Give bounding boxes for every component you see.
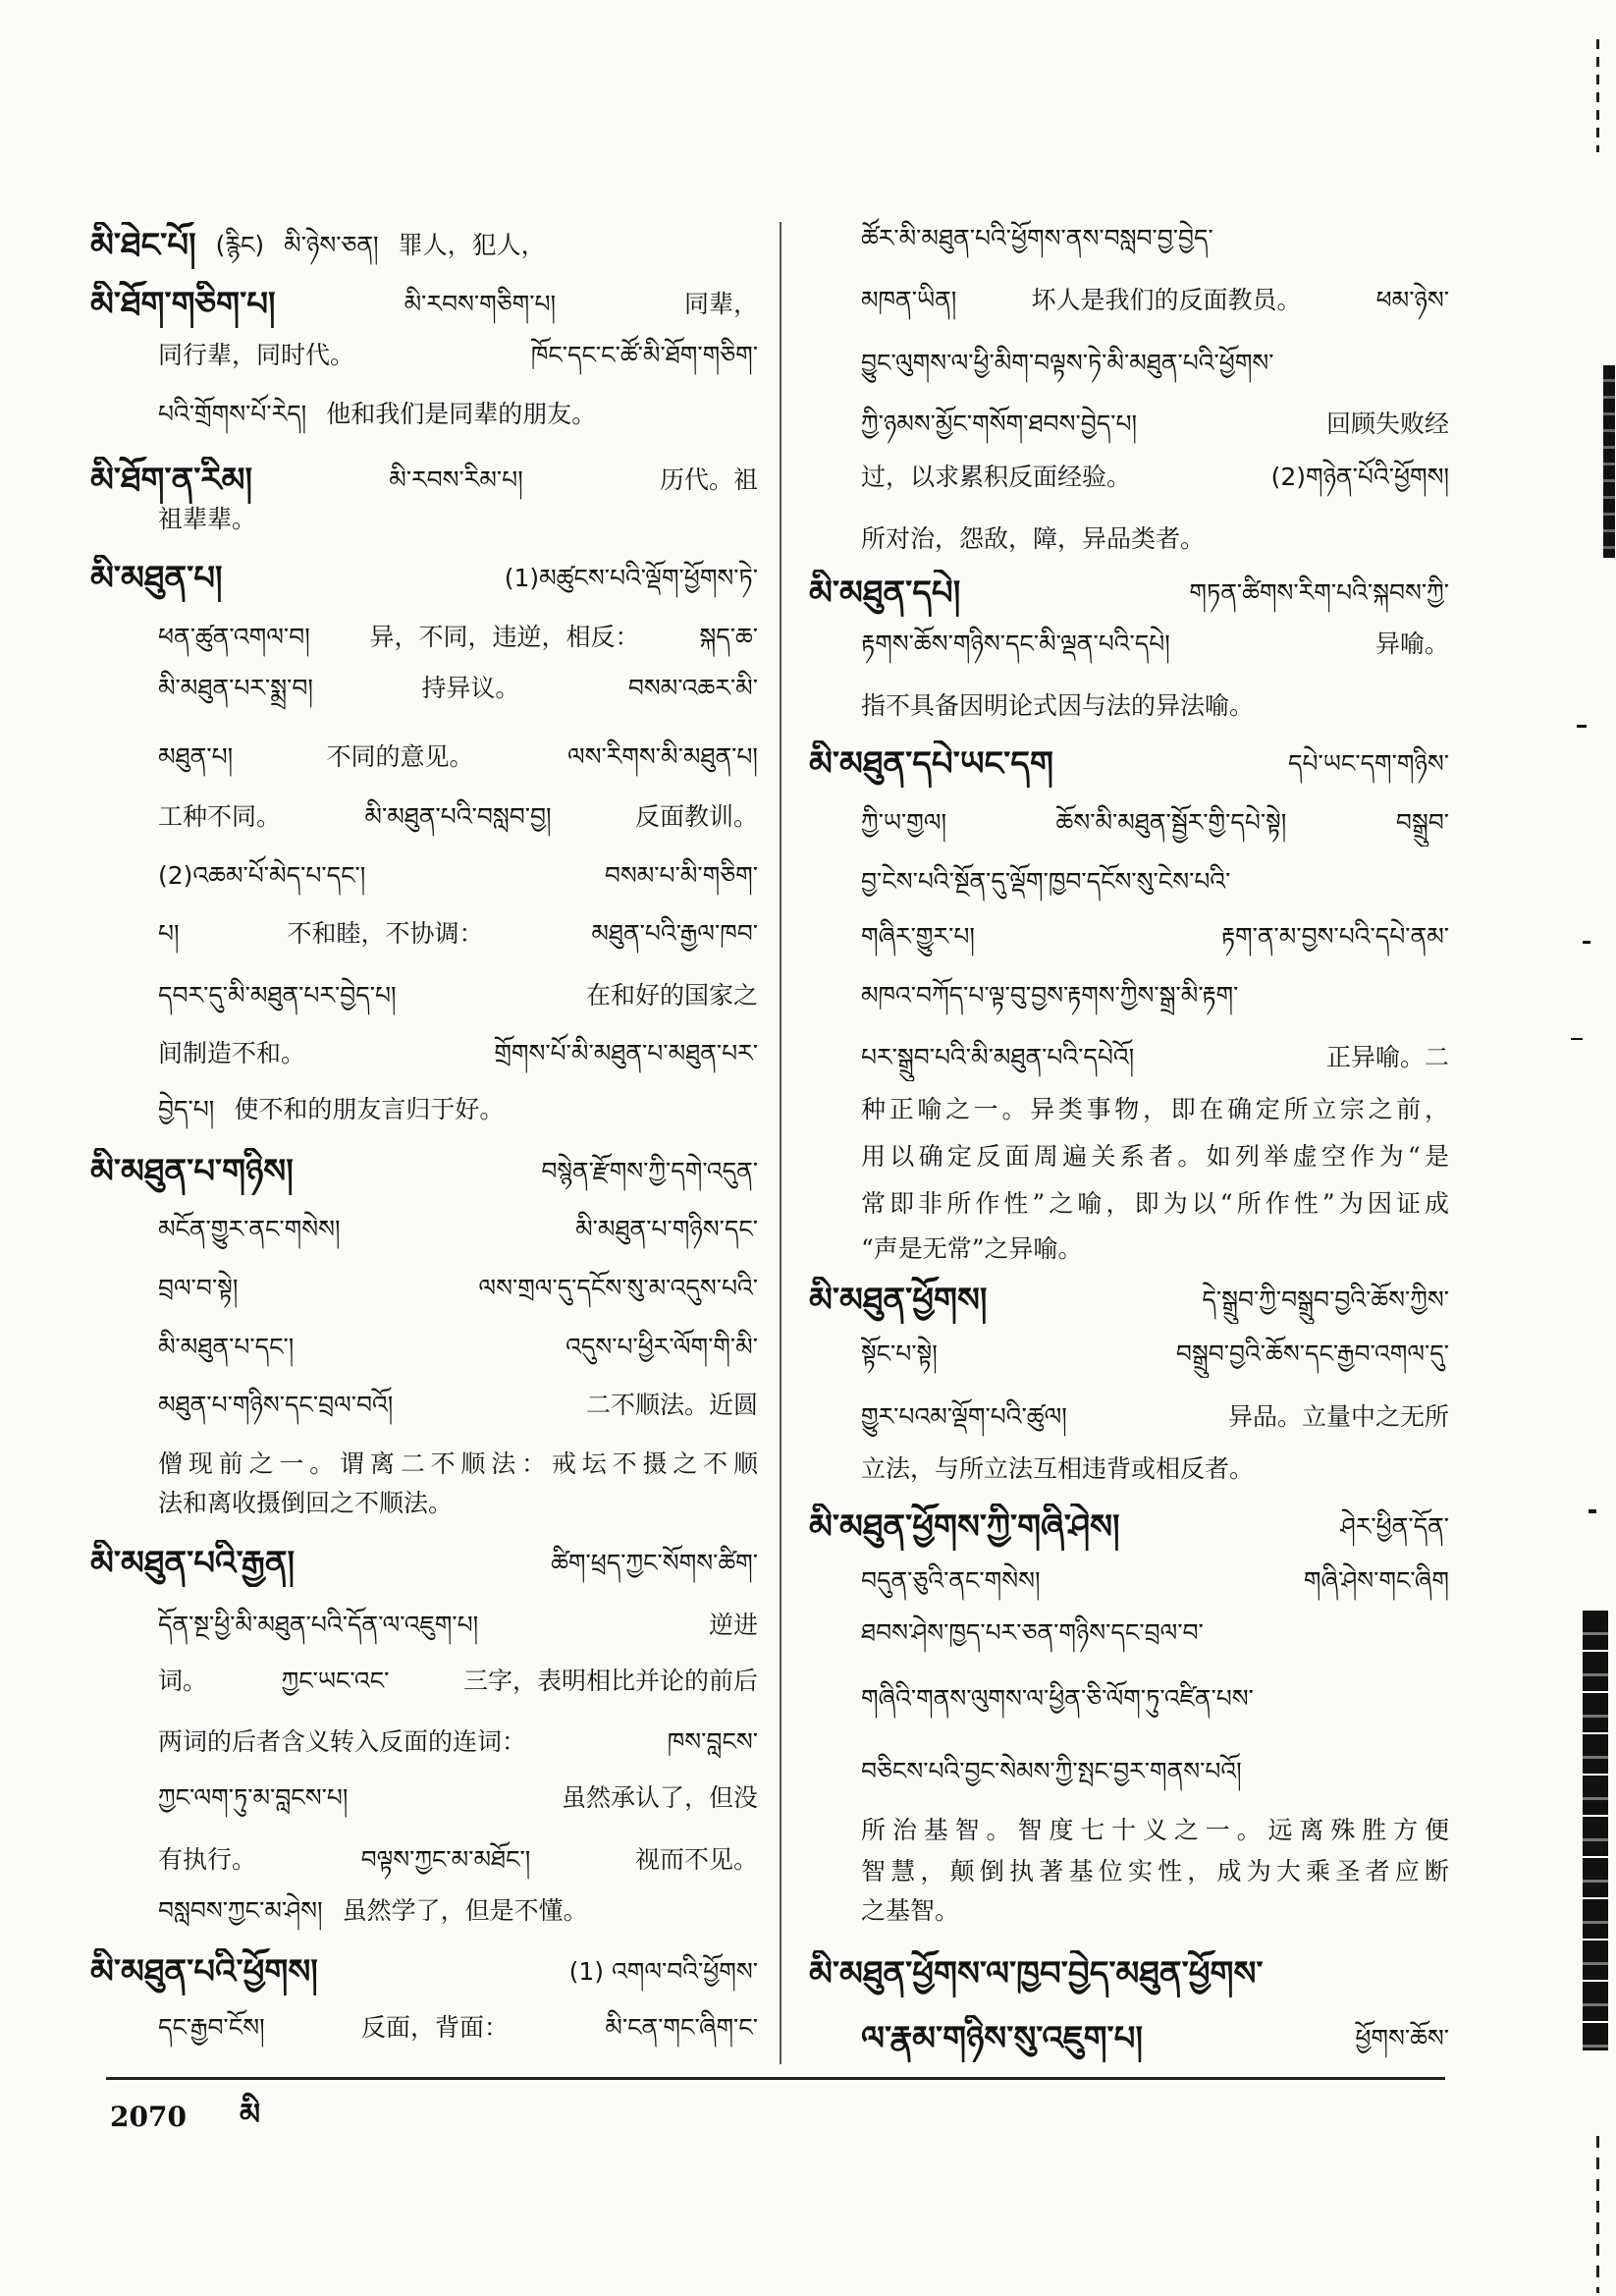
chinese-text: 虽然承认了，但没 — [561, 1783, 758, 1812]
tibetan-text: དབར་དུ་མི་མཐུན་པར་བྱེད་པ། — [158, 981, 397, 1010]
text-line — [861, 913, 1449, 960]
chinese-text: 持异议。 — [421, 674, 520, 702]
tibetan-text: མི་ངན་གང་ཞིག་ང་ — [605, 2013, 758, 2042]
tibetan-text: ཆོས་མི་མཐུན་སྦྱོར་གྱི་དཔེ་སྟེ། — [1055, 808, 1287, 837]
text-line — [861, 621, 1449, 668]
tibetan-text: མཁན་ཡིན། — [861, 286, 957, 314]
tibetan-text: ལས་གྲལ་དུ་དངོས་སུ་མ་འདུས་པའི་ — [478, 1274, 758, 1302]
tibetan-text: ཁོང་དང་ང་ཚོ་མི་ཐོག་གཅིག་ — [530, 341, 758, 369]
chinese-text: “声是无常”之异喻。 — [861, 1234, 1083, 1263]
tibetan-text: དཔེ་ཡང་དག་གཉིས་ — [1288, 749, 1449, 778]
chinese-text: 所对治，怨敌，障，异品类者。 — [861, 524, 1206, 553]
text-line — [861, 340, 1449, 387]
tibetan-text: འདུས་པ་ཕྱིར་ལོག་གི་མི་ — [566, 1333, 758, 1361]
tibetan-text: (2)གཉེན་པོའི་ཕྱོགས། — [1270, 463, 1449, 491]
chinese-text: 同行辈，同时代。 — [158, 341, 355, 369]
scan-edge-mark — [1577, 725, 1587, 728]
scan-edge-mark — [1583, 941, 1590, 944]
chinese-text: 有执行。 — [158, 1845, 257, 1874]
chinese-text: 反面教训。 — [634, 802, 758, 831]
tibetan-text: བསམ་པ་མི་གཅིག་ — [604, 861, 758, 890]
text-line — [809, 570, 1449, 617]
tibetan-text: ཀྱང་ལག་ཏུ་མ་བླངས་པ། — [158, 1783, 349, 1812]
text-line — [861, 683, 1449, 730]
text-line — [809, 1950, 1449, 1997]
chinese-text: 不同的意见。 — [326, 742, 474, 771]
tibetan-text: གྱུར་པའམ་ལྡོག་པའི་ཚུལ། — [861, 1402, 1067, 1431]
text-line — [861, 1226, 1449, 1273]
tibetan-text: ཤེར་ཕྱིན་དོན་ — [1340, 1512, 1449, 1541]
chinese-text: 视而不见。 — [634, 1845, 758, 1874]
tibetan-text: ཚོར་མི་མཐུན་པའི་ཕྱོགས་ནས་བསླབ་བྱ་བྱེད་ — [861, 224, 1213, 252]
tibetan-text: དོན་སྔ་ཕྱི་མི་མཐུན་པའི་དོན་ལ་འཇུག་པ། — [158, 1611, 479, 1639]
chinese-text: 立法，与所立法互相违背或相反者。 — [861, 1454, 1255, 1483]
tibetan-text: བྲལ་བ་སྟེ། — [158, 1274, 239, 1302]
chinese-text: 异品。立量中之无所 — [1227, 1402, 1449, 1431]
text-line — [861, 215, 1449, 262]
chinese-text: 他和我们是同辈的朋友。 — [326, 400, 597, 428]
headword: མི་མཐུན་ཕྱོགས་ཀྱི་གཞི་ཤེས། — [809, 1507, 1120, 1547]
scan-edge-mark — [1571, 1038, 1583, 1040]
scan-edge-bar — [1583, 1611, 1608, 2050]
chinese-text: 使不和的朋友言归于好。 — [234, 1095, 505, 1123]
chinese-text: 历代。祖 — [659, 465, 758, 494]
text-line — [861, 277, 1449, 324]
text-line — [861, 1180, 1449, 1228]
tibetan-text: སྐད་ཆ་ — [699, 623, 758, 651]
chinese-text: 常即非所作性”之喻，即为以“所作性”为因证成 — [861, 1189, 1449, 1218]
scan-edge-mark — [1589, 1509, 1596, 1513]
chinese-text: 在和好的国家之 — [585, 981, 758, 1010]
tibetan-text: གཞི་ཤེས་གང་ཞིག — [1303, 1566, 1449, 1595]
text-line — [861, 799, 1449, 847]
text-line — [861, 1748, 1449, 1795]
text-line — [861, 972, 1449, 1019]
headword: མི་མཐུན་ཕྱོགས། — [809, 1281, 988, 1320]
chinese-text: 间制造不和。 — [158, 1039, 306, 1067]
text-line — [809, 1277, 1449, 1324]
tibetan-text: (1)མཚུངས་པའི་ལྡོག་ཕྱོགས་ཏེ་ — [504, 564, 758, 592]
tibetan-text: ཕམ་ཉེས་ — [1375, 286, 1449, 314]
tibetan-text: བསྒྲུབ་ — [1395, 808, 1449, 837]
text-line — [861, 401, 1449, 448]
headword: མི་མཐུན་ཕྱོགས་ལ་ཁྱབ་བྱེད་མཐུན་ཕྱོགས་ — [809, 1954, 1264, 1994]
chinese-text: 用以确定反面周遍关系者。如列举虚空作为“是 — [861, 1142, 1449, 1171]
tibetan-text: མི་མཐུན་པ་དང་། — [158, 1333, 295, 1361]
chinese-text: 工种不同。 — [158, 802, 282, 831]
chinese-text: 三字，表明相比并论的前后 — [462, 1667, 758, 1695]
chinese-text: 祖辈辈。 — [158, 505, 257, 533]
tibetan-text: བྱེད་པ། — [158, 1095, 215, 1123]
text-line — [861, 858, 1449, 905]
chinese-text: 虽然学了，但是不懂。 — [342, 1896, 588, 1925]
text-line — [861, 1558, 1449, 1605]
text-line — [809, 740, 1449, 788]
chinese-text: 反面，背面： — [360, 2013, 509, 2042]
headword: མི་མཐུན་པའི་ཕྱོགས། — [90, 1952, 318, 1992]
tibetan-text: ཀྱི་ཉམས་མྱོང་གསོག་ཐབས་བྱེད་པ། — [861, 410, 1138, 438]
tibetan-text: གྲོགས་པོ་མི་མཐུན་པ་མཐུན་པར་ — [494, 1039, 758, 1067]
chinese-text: 法和离收摄倒回之不顺法。 — [158, 1489, 454, 1517]
text-line — [861, 1034, 1449, 1081]
tibetan-text: མི་མཐུན་པར་སྨྲ་བ། — [158, 674, 313, 702]
chinese-text: 逆进 — [708, 1611, 758, 1639]
chinese-text: 异，不同，违逆，相反： — [369, 623, 640, 651]
headword: མི་མཐུན་པ་གཉིས། — [90, 1152, 294, 1191]
chinese-text: 异喻。 — [1374, 629, 1449, 658]
tibetan-text: ཕན་ཚུན་འགལ་བ། — [158, 623, 310, 651]
text-line — [861, 1807, 1449, 1854]
tibetan-text: རྟག་ན་མ་བྱས་པའི་དཔེ་ནམ་ — [1220, 922, 1449, 951]
chinese-text: 所治基智。智度七十义之一。远离殊胜方便 — [861, 1816, 1449, 1844]
scan-edge-bar — [1603, 365, 1615, 558]
headword: མི་ཐོག་ན་རིམ། — [90, 461, 253, 500]
text-line — [861, 1086, 1449, 1133]
tibetan-text: ཀྱང་ཡང་འང་ — [281, 1667, 390, 1695]
chinese-text: 指不具备因明论式因与法的异法喻。 — [861, 691, 1255, 720]
headword: མི་ཐེང་པོ། — [90, 226, 196, 265]
tibetan-text: དེ་སྒྲུབ་ཀྱི་བསྒྲུབ་བྱའི་ཆོས་ཀྱིས་ — [1202, 1285, 1449, 1314]
headword: མི་མཐུན་པའི་རྒྱན། — [90, 1544, 296, 1583]
tibetan-text: གཞིའི་གནས་ལུགས་ལ་ཕྱིན་ཅི་ལོག་ཏུ་འཛིན་པས་ — [861, 1684, 1254, 1713]
text-line — [861, 1133, 1449, 1180]
tibetan-text: བསྙེན་རྫོགས་ཀྱི་དགེ་འདུན་ — [541, 1157, 758, 1185]
chinese-text: 智慧，颠倒执著基位实性，成为大乘圣者应断 — [861, 1857, 1449, 1886]
chinese-text: 两词的后者含义转入反面的连词： — [158, 1727, 527, 1756]
chinese-text: 正异喻。二 — [1325, 1043, 1449, 1071]
tibetan-text: མཁའ་བཀོད་པ་ལྟ་བུ་བྱས་རྟགས་ཀྱིས་སྒྲ་མི་རྟག་ — [861, 981, 1239, 1010]
tibetan-text: མི་ཉེས་ཅན། — [284, 231, 379, 259]
tibetan-text: ཁས་བླངས་ — [667, 1727, 758, 1756]
text-line — [861, 516, 1449, 563]
tibetan-text: མི་རབས་གཅིག་པ། — [404, 290, 557, 318]
tibetan-text: སྟོང་པ་སྟེ། — [861, 1339, 938, 1368]
tibetan-text: མི་མཐུན་པའི་བསླབ་བྱ། — [364, 802, 552, 831]
tibetan-text: ལས་རིགས་མི་མཐུན་པ། — [566, 742, 758, 771]
tibetan-text: མཐུན་པ། — [158, 742, 234, 771]
chinese-text: 罪人，犯人， — [398, 231, 546, 259]
tibetan-text: བྱུང་ལུགས་ལ་ཕྱི་མིག་བལྟས་ཏེ་མི་མཐུན་པའི་ཕྱོགས་ — [861, 349, 1274, 377]
chinese-text: 种正喻之一。异类事物，即在确定所立宗之前， — [861, 1095, 1449, 1123]
tibetan-text: རྟགས་ཆོས་གཉིས་དང་མི་ལྡན་པའི་དཔེ། — [861, 629, 1170, 658]
chinese-text: 同辈， — [683, 290, 758, 318]
chinese-text: 之基智。 — [861, 1896, 960, 1925]
footer-rule — [106, 2077, 1445, 2080]
tibetan-text: (2)འཆམ་པོ་མེད་པ་དང་། — [158, 861, 366, 890]
text-line — [861, 2015, 1449, 2062]
tibetan-text: མཐུན་པ་གཉིས་དང་བྲལ་བའོ། — [158, 1391, 394, 1419]
tibetan-text: ཐབས་ཤེས་ཁྱད་པར་ཅན་གཉིས་དང་བྲལ་བ་ — [861, 1618, 1204, 1647]
scan-edge-mark — [1596, 2136, 1599, 2293]
tibetan-text: ཀྱི་ཡ་གྱལ། — [861, 808, 947, 837]
chinese-text: 坏人是我们的反面教员。 — [1031, 286, 1302, 314]
tibetan-text: པ། — [158, 919, 180, 948]
text-line — [861, 1675, 1449, 1722]
headword: མི་མཐུན་པ། — [90, 559, 223, 598]
text-line — [861, 454, 1449, 501]
tibetan-text: བཅིངས་པའི་བྱང་སེམས་ཀྱི་སྤང་བྱར་གནས་པའོ། — [861, 1757, 1242, 1785]
running-head-letter: མི — [240, 2098, 261, 2132]
tibetan-text: (1) འགལ་བའི་ཕྱོགས་ — [568, 1957, 758, 1986]
tibetan-text: མི་མཐུན་པ་གཉིས་དང་ — [575, 1215, 758, 1243]
tibetan-text: མངོན་གྱུར་ནང་གསེས། — [158, 1215, 341, 1243]
headword: ལ་རྣམ་གཉིས་སུ་འཇུག་པ། — [861, 2019, 1143, 2058]
headword: མི་ཐོག་གཅིག་པ། — [90, 285, 276, 324]
tibetan-text: མི་རབས་རིམ་པ། — [389, 465, 523, 494]
chinese-text: 僧现前之一。谓离二不顺法：戒坛不摄之不顺 — [158, 1449, 758, 1478]
tibetan-text: བསྒྲུབ་བྱའི་ཆོས་དང་རྒྱབ་འགལ་དུ་ — [1175, 1339, 1449, 1368]
tibetan-text: བྱ་ངེས་པའི་སྔོན་དུ་ལྡོག་ཁྱབ་དངོས་སུ་ངེས་པའི་ — [861, 867, 1231, 896]
text-line — [861, 1394, 1449, 1441]
chinese-text: 词。 — [158, 1667, 208, 1695]
tibetan-text: གཞིར་གྱུར་པ། — [861, 922, 975, 951]
tibetan-text: (རྙིང) — [215, 231, 265, 259]
tibetan-text: པའི་གྲོགས་པོ་རེད། — [158, 400, 307, 428]
chinese-text: 过，以求累积反面经验。 — [861, 463, 1132, 491]
tibetan-text: བསླབས་ཀྱང་མ་ཤེས། — [158, 1896, 323, 1925]
tibetan-text: པར་སྒྲུབ་པའི་མི་མཐུན་པའི་དཔེའོ། — [861, 1043, 1135, 1071]
tibetan-text: དང་རྒྱབ་ངོས། — [158, 2013, 265, 2042]
chinese-text: 不和睦，不协调： — [287, 919, 484, 948]
tibetan-text: བསམ་འཆར་མི་ — [627, 674, 758, 702]
tibetan-text: བལྟས་ཀྱང་མ་མཐོང་། — [360, 1845, 531, 1874]
text-line — [861, 1446, 1449, 1493]
tibetan-text: ཕྱོགས་ཆོས་ — [1355, 2024, 1449, 2052]
page-number: 2070 — [110, 2101, 187, 2133]
tibetan-text: བདུན་ཅུའི་ནང་གསེས། — [861, 1566, 1041, 1595]
scan-edge-mark — [1596, 39, 1599, 152]
headword: མི་མཐུན་དཔེ། — [809, 574, 961, 613]
text-line — [861, 1887, 1449, 1935]
text-line — [861, 1610, 1449, 1657]
text-line — [861, 1331, 1449, 1378]
text-line — [809, 1503, 1449, 1551]
chinese-text: 二不顺法。近圆 — [585, 1391, 758, 1419]
chinese-text: 回顾失败经 — [1325, 410, 1449, 438]
headword: མི་མཐུན་དཔེ་ཡང་དག — [809, 744, 1053, 784]
tibetan-text: མཐུན་པའི་རྒྱལ་ཁབ་ — [591, 919, 758, 948]
tibetan-text: གཏན་ཚིགས་རིག་པའི་སྐབས་ཀྱི་ — [1189, 578, 1449, 607]
tibetan-text: ཚིག་ཕྲད་ཀྱང་སོགས་ཚིག་ — [551, 1549, 758, 1577]
